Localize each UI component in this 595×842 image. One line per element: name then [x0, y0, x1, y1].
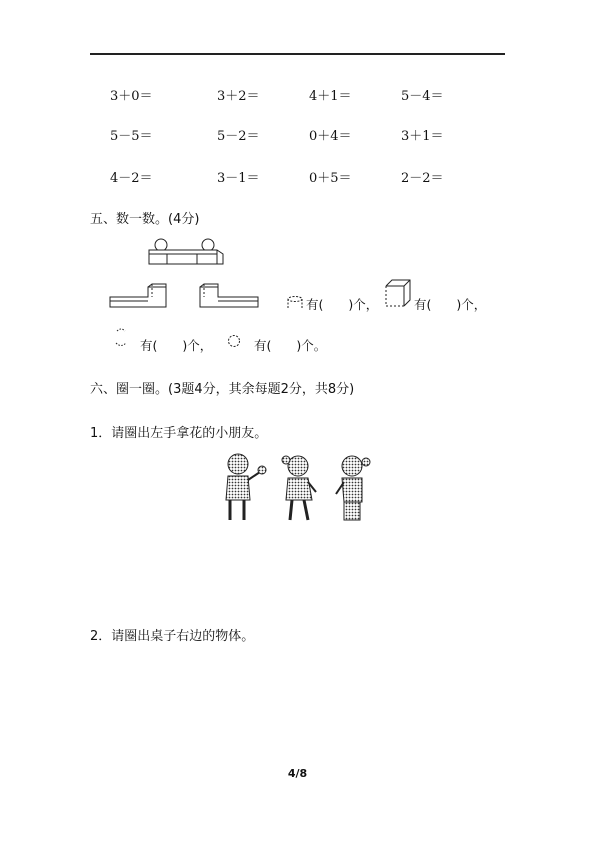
cube-count-prompt: 有( )个， [414, 297, 487, 312]
equation: 5－5＝ [110, 129, 153, 144]
question-two: 2．请圈出桌子右边的物体。 [90, 629, 255, 644]
equation: 3－1＝ [217, 171, 260, 186]
l-block-figure-right [198, 283, 262, 311]
bench-with-balls-figure [145, 236, 225, 270]
cube-icon [384, 278, 414, 312]
child-right [336, 456, 370, 520]
child-middle [282, 456, 316, 520]
equation: 0＋4＝ [309, 129, 352, 144]
header-rule [90, 53, 505, 55]
ball-left [155, 239, 167, 251]
equation: 2－2＝ [401, 171, 444, 186]
section-six-title: 六、圈一圈。(3题4分，其余每题2分，共8分) [90, 382, 355, 397]
cylinder-count-prompt: 有( )个， [306, 297, 379, 312]
sphere-count-prompt: 有( )个。 [254, 338, 327, 353]
equation: 4－2＝ [110, 171, 153, 186]
page-number: 4/8 [287, 767, 308, 780]
cone-icon [114, 327, 128, 349]
equation: 0＋5＝ [309, 171, 352, 186]
cylinder-icon [285, 295, 305, 311]
child-left [226, 454, 266, 520]
equation: 4＋1＝ [309, 89, 352, 104]
equation: 3＋2＝ [217, 89, 260, 104]
equation: 5－4＝ [401, 89, 444, 104]
question-one: 1．请圈出左手拿花的小朋友。 [90, 426, 268, 441]
cone-count-prompt: 有( )个， [140, 338, 213, 353]
equation: 3＋0＝ [110, 89, 153, 104]
children-with-flowers-illustration [216, 448, 376, 526]
equation: 5－2＝ [217, 129, 260, 144]
sphere-icon [226, 334, 242, 348]
l-block-figure-left [108, 283, 172, 311]
section-five-title: 五、数一数。(4分) [90, 212, 200, 227]
equation: 3＋1＝ [401, 129, 444, 144]
ball-right [202, 239, 214, 251]
